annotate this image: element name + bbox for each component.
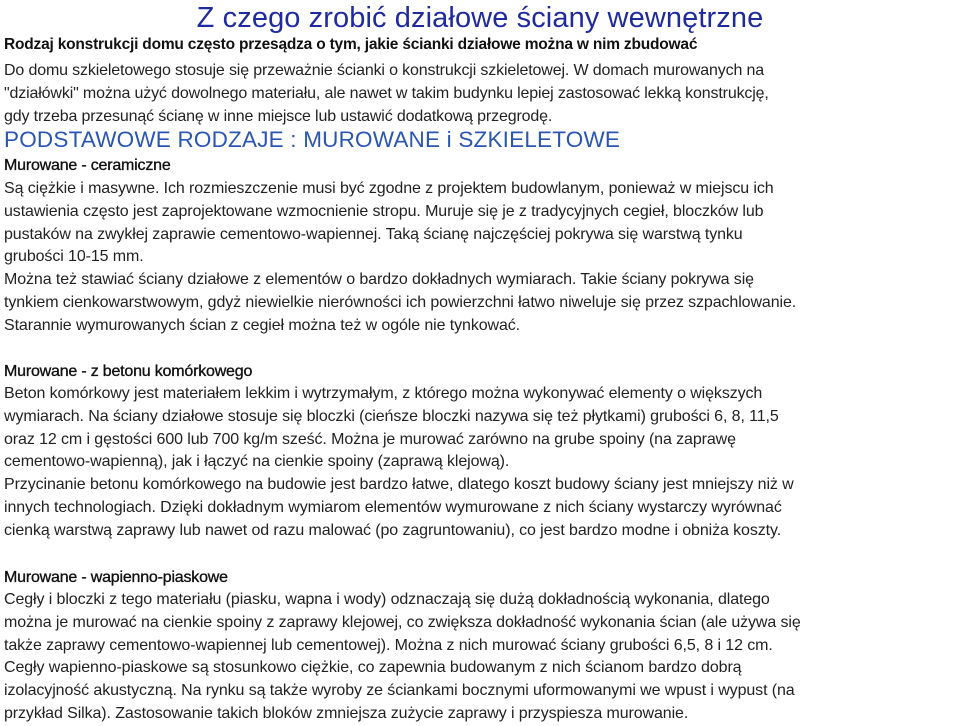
text-line: wymiarach. Na ściany działowe stosuje się bloczki (cieńsze bloczki nazywa się też płytkami) grubości 6, 8, 11,5: [4, 407, 779, 425]
text-line: pustaków na zwykłej zaprawie cementowo-wapiennej. Taką ścianę najczęściej pokrywa się warstwą tynku: [4, 225, 743, 243]
text-line: tynkiem cienkowarstwowym, gdyż niewielkie nierówności ich powierzchni łatwo niweluje się przez szpachlowanie.: [4, 293, 797, 311]
section-body-aerated-concrete: [4, 383, 958, 543]
text-line: izolacyjność akustyczną. Na rynku są także wyroby ze ściankami bocznymi uformowanymi we wpust i wypust (na: [4, 682, 795, 700]
text-line: oraz 12 cm i gęstości 600 lub 700 kg/m sześć. Można je murować zarówno na grube spoiny (na zaprawę: [4, 430, 736, 448]
text-line: Cegły i bloczki z tego materiału (piasku, wapna i wody) odznaczają się dużą dokładnością wykonania, dlatego: [4, 591, 770, 608]
section-heading-sand-lime: Murowane - wapienno-piaskowe: [4, 569, 228, 586]
section-heading-ceramic: Murowane - ceramiczne: [4, 157, 171, 174]
intro-paragraph: [4, 59, 956, 128]
text-line: Przycinanie betonu komórkowego na budowie jest bardzo łatwe, dlatego koszt budowy ściany jest mniejszy niż w: [4, 476, 794, 494]
section-heading-aerated-concrete: Murowane - z betonu komórkowego: [4, 363, 253, 380]
text-line: grubości 10-15 mm.: [4, 248, 144, 266]
intro-line: Do domu szkieletowego stosuje się przeważnie ścianki o konstrukcji szkieletowej. W domach murowanych na: [4, 62, 765, 79]
text-line: cementowo-wapienną), jak i łączyć na cienkie spoiny (zaprawą klejową).: [4, 453, 510, 471]
text-line: cienką warstwą zaprawy lub nawet od razu malować (po zagruntowaniu), co jest bardzo modne i obniża koszty.: [4, 521, 782, 539]
text-line: przykład Silka). Zastosowanie takich bloków zmniejsza zużycie zaprawy i przyspiesza murowanie.: [4, 704, 689, 722]
text-line: innych technologiach. Dzięki dokładnym wymiarom elementów wymurowane z nich ściany wystarczy wyrównać: [4, 498, 782, 516]
intro-line: "działówki" można użyć dowolnego materiału, ale nawet w takim budynku lepiej zastosować lekką konstrukcję,: [4, 85, 769, 102]
text-line: Można też stawiać ściany działowe z elementów o bardzo dokładnych wymiarach. Takie ściany pokrywa się: [4, 271, 754, 289]
text-line: można je murować na cienkie spoiny z zaprawy klejowej, co zwiększa dokładność wykonania ścian (ale używa się: [4, 613, 801, 631]
text-line: także zaprawy cementowo-wapiennej lub cementowej). Można z nich murować ściany grubości 6,5, 8 i 12 cm.: [4, 636, 773, 654]
section-body-sand-lime: [4, 589, 958, 726]
text-line: ustawienia często jest zaprojektowane wzmocnienie stropu. Muruje się je z tradycyjnych cegieł, bloczków lub: [4, 202, 764, 220]
page-title: Z czego zrobić działowe ściany wewnętrzne: [196, 2, 764, 34]
text-line: Cegły wapienno-piaskowe są stosunkowo ciężkie, co zapewnia budowanym z nich ścianom bardzo dobrą: [4, 659, 742, 677]
intro-line: gdy trzeba przesunąć ścianę w inne miejsce lub ustawić dodatkową przegrodę.: [4, 108, 553, 125]
text-line: Starannie wymurowanych ścian z cegieł można też w ogóle nie tynkować.: [4, 316, 521, 334]
text-line: Beton komórkowy jest materiałem lekkim i wytrzymałym, z którego można wykonywać elementy o większych: [4, 385, 763, 402]
types-heading: PODSTAWOWE RODZAJE : MUROWANE i SZKIELETOWE: [4, 127, 621, 152]
text-line: Są ciężkie i masywne. Ich rozmieszczenie musi być zgodne z projektem budowlanym, ponieważ w miejscu ich: [4, 180, 774, 197]
section-body-ceramic: [4, 178, 958, 338]
lead-text: Rodzaj konstrukcji domu często przesądza o tym, jakie ścianki działowe można w nim zbudować: [4, 36, 698, 53]
